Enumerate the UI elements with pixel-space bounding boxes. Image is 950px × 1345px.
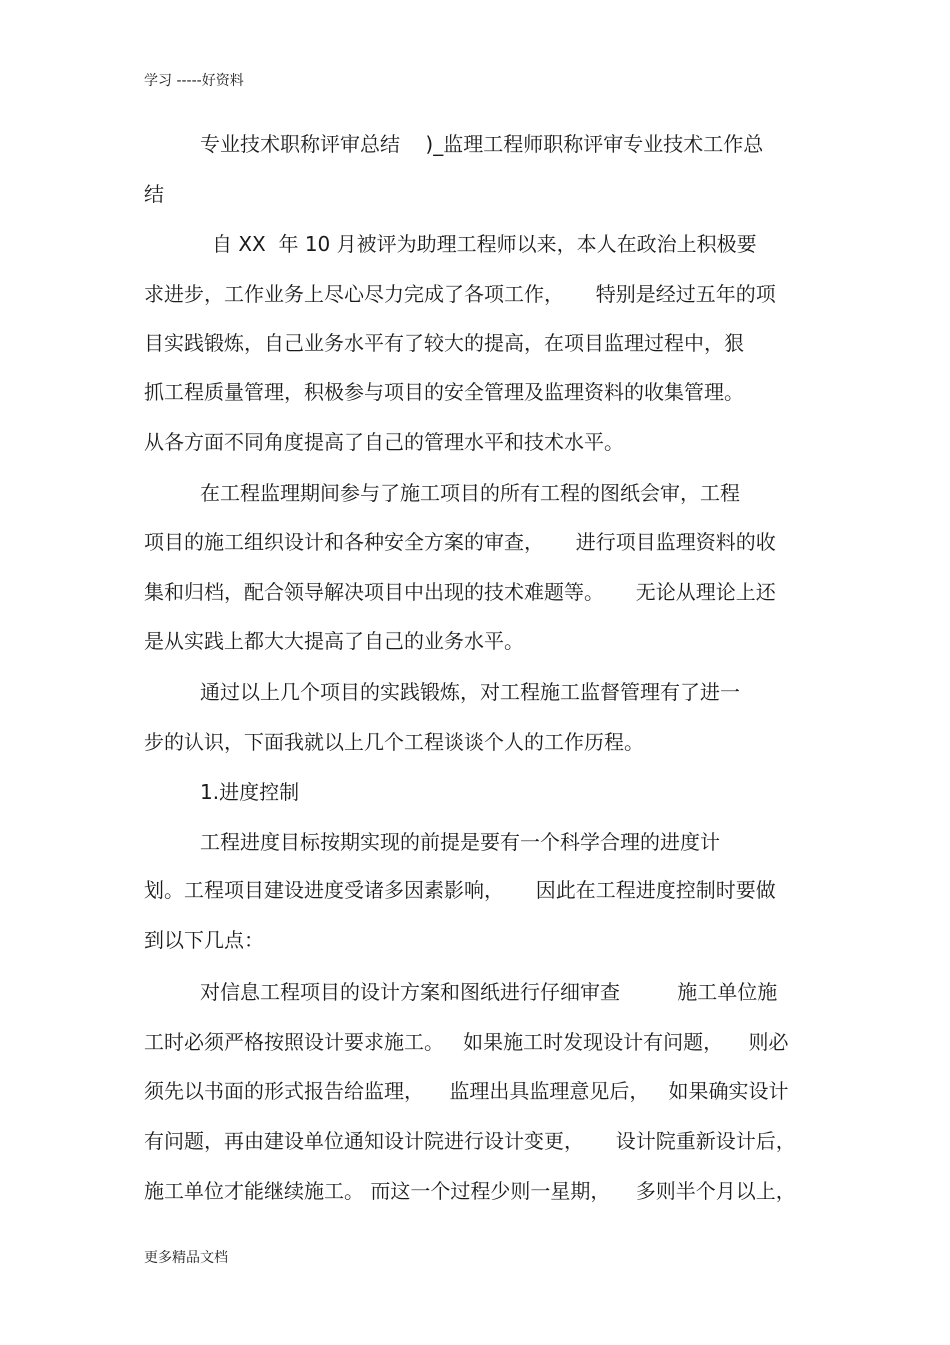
paragraph-line: 施工单位才能继续施工。 而这一个过程少则一星期， 多则半个月以上，: [144, 1179, 796, 1203]
paragraph-line: 从各方面不同角度提高了自己的管理水平和技术水平。: [144, 430, 624, 454]
paragraph-line: 自 XX 年 10 月被评为助理工程师以来，本人在政治上积极要: [212, 232, 757, 256]
paragraph-line: 项目的施工组织设计和各种安全方案的审查， 进行项目监理资料的收: [144, 530, 776, 554]
paragraph-line: 工程进度目标按期实现的前提是要有一个科学合理的进度计: [200, 830, 720, 854]
title-line-2: 结: [144, 182, 164, 206]
paragraph-line: 到以下几点：: [144, 928, 264, 952]
paragraph-line: 工时必须严格按照设计要求施工。 如果施工时发现设计有问题， 则必: [144, 1030, 789, 1054]
paragraph-line: 步的认识，下面我就以上几个工程谈谈个人的工作历程。: [144, 730, 644, 754]
paragraph-line: 有问题，再由建设单位通知设计院进行设计变更， 设计院重新设计后，: [144, 1129, 796, 1153]
paragraph-line: 抓工程质量管理，积极参与项目的安全管理及监理资料的收集管理。: [144, 380, 744, 404]
paragraph-line: 目实践锻炼，自己业务水平有了较大的提高，在项目监理过程中，狠: [144, 331, 744, 355]
paragraph-line: 是从实践上都大大提高了自己的业务水平。: [144, 629, 524, 653]
paragraph-line: 集和归档，配合领导解决项目中出现的技术难题等。 无论从理论上还: [144, 580, 776, 604]
title-line-1: 专业技术职称评审总结 )_监理工程师职称评审专业技术工作总: [200, 132, 764, 156]
paragraph-line: 通过以上几个项目的实践锻炼，对工程施工监督管理有了进一: [200, 680, 740, 704]
paragraph-line: 在工程监理期间参与了施工项目的所有工程的图纸会审，工程: [200, 481, 740, 505]
section-heading: 1.进度控制: [200, 780, 300, 804]
paragraph-line: 须先以书面的形式报告给监理， 监理出具监理意见后， 如果确实设计: [144, 1079, 789, 1103]
page-footer: 更多精品文档: [144, 1250, 228, 1266]
paragraph-line: 求进步，工作业务上尽心尽力完成了各项工作， 特别是经过五年的项: [144, 282, 776, 306]
paragraph-line: 对信息工程项目的设计方案和图纸进行仔细审查 施工单位施: [200, 980, 778, 1004]
paragraph-line: 划。工程项目建设进度受诸多因素影响， 因此在工程进度控制时要做: [144, 878, 776, 902]
page-header: 学习 -----好资料: [144, 73, 244, 89]
